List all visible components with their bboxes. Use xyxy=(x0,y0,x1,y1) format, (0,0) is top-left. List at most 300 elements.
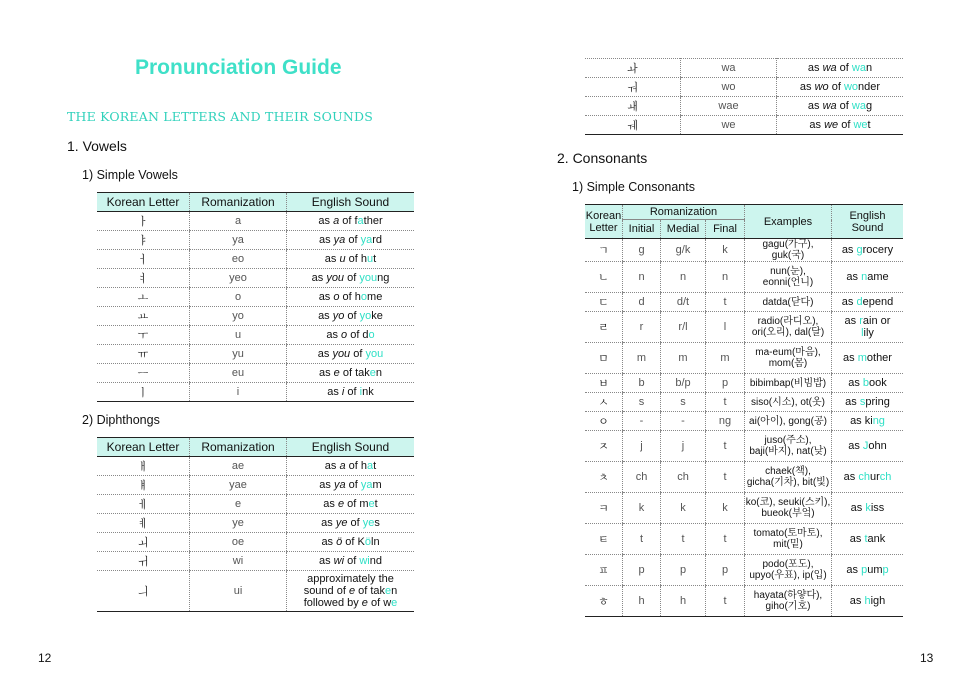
sound-text: of xyxy=(344,386,360,398)
medial: d/t xyxy=(661,293,706,312)
sound-text: ther xyxy=(363,215,383,227)
table-row xyxy=(97,307,414,326)
col-romanization: Romanization xyxy=(623,205,745,220)
korean-letter: ㅔ xyxy=(97,495,190,514)
highlight-letters: i xyxy=(359,386,363,398)
korean-letter: ㅟ xyxy=(97,552,190,571)
table-row xyxy=(97,269,414,288)
sound-text: of h xyxy=(339,291,361,303)
korean-letter: ㅢ xyxy=(97,571,190,612)
examples xyxy=(745,343,832,374)
korean-letter: ㅌ xyxy=(585,524,623,555)
korean-letter: ㅋ xyxy=(585,493,623,524)
english-sound xyxy=(287,288,415,307)
sound-text: of xyxy=(838,119,854,131)
highlight-letters: a xyxy=(367,460,374,472)
examples xyxy=(745,393,832,412)
table-row xyxy=(97,288,414,307)
highlight-letters: you xyxy=(359,272,378,284)
example-line: siso(시소), ot(옷) xyxy=(751,396,825,408)
initial: p xyxy=(623,555,661,586)
korean-letter: ㅗ xyxy=(97,288,190,307)
sound-text: of xyxy=(344,272,360,284)
page-number-left: 12 xyxy=(38,651,52,665)
col-medial: Medial xyxy=(661,220,706,239)
english-sound xyxy=(777,116,904,135)
example-line: hayata(하얗다), xyxy=(753,590,823,601)
sound-text: t xyxy=(374,498,378,510)
romanization: a xyxy=(190,212,287,231)
table-row xyxy=(585,262,903,293)
korean-letter: ㅕ xyxy=(97,269,190,288)
sound-text: e xyxy=(361,597,368,609)
table-row xyxy=(97,231,414,250)
sound-text: o xyxy=(333,291,340,303)
english-sound xyxy=(832,555,904,586)
medial: j xyxy=(661,431,706,462)
final: t xyxy=(706,524,745,555)
table-row xyxy=(585,312,903,343)
sound-text: as xyxy=(318,555,334,567)
sound-text: ng xyxy=(377,272,390,284)
romanization: wa xyxy=(681,59,777,78)
english-sound xyxy=(287,250,415,269)
sound-text: of xyxy=(350,348,366,360)
sound-text: of K xyxy=(342,536,365,548)
table-row xyxy=(97,514,414,533)
korean-letter: ㅜ xyxy=(97,326,190,345)
sound-text: as xyxy=(809,119,825,131)
highlight-letters: g xyxy=(856,244,863,256)
table-row xyxy=(97,364,414,383)
sound-text: a xyxy=(339,460,346,472)
initial: g xyxy=(623,239,661,262)
col-english-sound: English Sound xyxy=(287,438,415,457)
sound-text: wo xyxy=(814,81,829,93)
sound-text: of xyxy=(345,479,361,491)
sound-text: as xyxy=(841,244,857,256)
sound-text: as xyxy=(846,564,862,576)
sound-text: wa xyxy=(822,100,837,112)
romanization: yae xyxy=(190,476,287,495)
example-line: podo(포도), xyxy=(762,559,814,570)
sound-text: u xyxy=(339,253,346,265)
sound-text: nder xyxy=(858,81,881,93)
sound-text: ook xyxy=(869,377,887,389)
col-final: Final xyxy=(706,220,745,239)
korean-letter: ㅚ xyxy=(97,533,190,552)
sound-text: as xyxy=(799,81,815,93)
initial: r xyxy=(623,312,661,343)
sound-text: ya xyxy=(333,234,346,246)
highlight-letters: d xyxy=(856,296,863,308)
sound-text: of h xyxy=(345,460,368,472)
english-sound xyxy=(832,293,904,312)
table-row xyxy=(585,555,903,586)
highlight-letters: wo xyxy=(843,81,859,93)
sound-text: as xyxy=(321,536,337,548)
example-line: tomato(토마토), xyxy=(753,528,823,539)
diphthongs-heading: 2) Diphthongs xyxy=(82,413,160,427)
col-examples: Examples xyxy=(745,205,832,239)
romanization: u xyxy=(190,326,287,345)
sound-text: of xyxy=(347,517,363,529)
sound-text: as xyxy=(843,471,859,483)
sound-text: nk xyxy=(362,386,374,398)
table-row xyxy=(585,239,903,262)
highlight-letters: ch xyxy=(858,471,870,483)
sound-text: as xyxy=(318,291,334,303)
highlight-letters: you xyxy=(365,348,384,360)
romanization: o xyxy=(190,288,287,307)
example-line: nun(눈), xyxy=(770,266,806,277)
korean-letter: ㅑ xyxy=(97,231,190,250)
medial: r/l xyxy=(661,312,706,343)
sound-text: ily xyxy=(863,327,874,339)
english-sound xyxy=(832,431,904,462)
final: t xyxy=(706,393,745,412)
korean-letter: ㅓ xyxy=(97,250,190,269)
sound-text: ln xyxy=(371,536,380,548)
highlight-letters: e xyxy=(385,585,392,597)
final: ng xyxy=(706,412,745,431)
highlight-letters: o xyxy=(368,329,375,341)
sound-text: iss xyxy=(870,502,885,514)
initial: ch xyxy=(623,462,661,493)
sound-text: wi xyxy=(333,555,345,567)
simple-vowels-heading: 1) Simple Vowels xyxy=(82,168,178,182)
highlight-letters: e xyxy=(368,498,375,510)
sound-text: of xyxy=(344,555,360,567)
col-romanization: Romanization xyxy=(190,438,287,457)
simple-vowels-table xyxy=(97,192,414,402)
sound-text: followed by xyxy=(303,597,362,609)
english-sound xyxy=(832,462,904,493)
table-row xyxy=(97,345,414,364)
sound-text: as xyxy=(841,296,857,308)
examples xyxy=(745,374,832,393)
romanization: yeo xyxy=(190,269,287,288)
english-sound xyxy=(777,59,904,78)
sound-text: wa xyxy=(822,62,837,74)
example-line: chaek(책), xyxy=(765,466,811,477)
sound-text: of w xyxy=(367,597,392,609)
table-row xyxy=(97,495,414,514)
initial: h xyxy=(623,586,661,617)
english-sound xyxy=(777,78,904,97)
sound-text: as xyxy=(850,502,866,514)
example-line: bueok(부엌) xyxy=(761,508,815,519)
sound-text: as xyxy=(324,253,340,265)
romanization: ya xyxy=(190,231,287,250)
examples xyxy=(745,239,832,262)
sound-text: igh xyxy=(870,595,886,607)
english-sound xyxy=(832,586,904,617)
sound-text: as xyxy=(318,367,334,379)
sound-text: as xyxy=(317,348,333,360)
romanization: we xyxy=(681,116,777,135)
korean-letter: ㄱ xyxy=(585,239,623,262)
korean-letter: ㅒ xyxy=(97,476,190,495)
highlight-letters: r xyxy=(859,315,863,327)
initial: n xyxy=(623,262,661,293)
highlight-letters: we xyxy=(853,119,868,131)
sound-text: of tak xyxy=(355,585,386,597)
highlight-letters: wa xyxy=(851,100,866,112)
table-row xyxy=(97,326,414,345)
table-row xyxy=(585,78,903,97)
sound-text: ya xyxy=(333,479,346,491)
highlight-letters: wi xyxy=(359,555,370,567)
sound-text: as xyxy=(843,352,858,364)
final: k xyxy=(706,493,745,524)
english-sound xyxy=(832,393,904,412)
korean-letter: ㅎ xyxy=(585,586,623,617)
korean-letter: ㄷ xyxy=(585,293,623,312)
highlight-letters: a xyxy=(357,215,364,227)
highlight-letters: s xyxy=(859,396,866,408)
sound-text: ö xyxy=(336,536,343,548)
highlight-letters: u xyxy=(367,253,374,265)
sound-text: as xyxy=(311,272,327,284)
sound-text: as xyxy=(849,595,865,607)
english-sound xyxy=(287,307,415,326)
medial: h xyxy=(661,586,706,617)
english-sound xyxy=(287,476,415,495)
highlight-letters: k xyxy=(865,502,871,514)
table-row xyxy=(585,116,903,135)
highlight-letters: ye xyxy=(362,517,375,529)
english-sound xyxy=(287,231,415,250)
vowels-heading: 1. Vowels xyxy=(67,138,127,154)
korean-letter: ㅙ xyxy=(585,97,681,116)
sound-text: o xyxy=(341,329,348,341)
sound-text: ame xyxy=(867,271,889,283)
highlight-letters: ya xyxy=(360,234,373,246)
sound-text: of d xyxy=(347,329,369,341)
sound-text: rd xyxy=(372,234,382,246)
final: t xyxy=(706,586,745,617)
highlight-letters: t xyxy=(864,533,868,545)
medial: ch xyxy=(661,462,706,493)
sound-text: e xyxy=(333,367,340,379)
sound-text: as xyxy=(319,479,334,491)
english-sound xyxy=(287,364,415,383)
english-sound xyxy=(777,97,904,116)
initial: j xyxy=(623,431,661,462)
sound-text: pring xyxy=(865,396,890,408)
example-line: ma-eum(마음), xyxy=(755,347,821,358)
sound-text: of m xyxy=(344,498,369,510)
table-row xyxy=(97,552,414,571)
korean-letter: ㄴ xyxy=(585,262,623,293)
sound-text: as ki xyxy=(850,415,873,427)
example-line: upyo(우표), ip(입) xyxy=(749,570,827,581)
romanization: yo xyxy=(190,307,287,326)
examples xyxy=(745,493,832,524)
english-sound xyxy=(287,326,415,345)
sound-text: of xyxy=(828,81,844,93)
examples xyxy=(745,312,832,343)
table-row xyxy=(97,383,414,402)
examples xyxy=(745,262,832,293)
table-row xyxy=(585,524,903,555)
example-line: mit(밑) xyxy=(773,539,803,550)
romanization: ae xyxy=(190,457,287,476)
initial: - xyxy=(623,412,661,431)
english-sound xyxy=(832,374,904,393)
korean-letter: ㅏ xyxy=(97,212,190,231)
sound-text: of xyxy=(836,100,852,112)
highlight-letters: l xyxy=(861,327,864,339)
sound-text: rocery xyxy=(862,244,894,256)
col-romanization: Romanization xyxy=(190,193,287,212)
english-sound xyxy=(287,552,415,571)
sound-text: me xyxy=(367,291,383,303)
medial: k xyxy=(661,493,706,524)
final: l xyxy=(706,312,745,343)
table-row xyxy=(585,393,903,412)
english-sound xyxy=(287,269,415,288)
sound-text: as xyxy=(848,440,863,452)
sound-text: yo xyxy=(332,310,345,322)
sound-text: of f xyxy=(339,215,358,227)
final: p xyxy=(706,374,745,393)
sound-text: e xyxy=(337,498,345,510)
example-line: gicha(기차), bit(빛) xyxy=(746,477,830,488)
highlight-letters: p xyxy=(861,564,868,576)
english-sound xyxy=(287,345,415,364)
example-line: giho(기호) xyxy=(765,601,811,612)
sound-text: as xyxy=(318,310,333,322)
english-sound xyxy=(832,262,904,293)
examples xyxy=(745,586,832,617)
highlight-letters: e xyxy=(391,597,398,609)
highlight-letters: ch xyxy=(879,471,892,483)
highlight-letters: p xyxy=(882,564,889,576)
sound-text: t xyxy=(373,460,377,472)
highlight-letters: ya xyxy=(360,479,373,491)
sound-text: as xyxy=(318,234,334,246)
page-title: Pronunciation Guide xyxy=(135,56,342,79)
highlight-letters: yo xyxy=(359,310,372,322)
initial: b xyxy=(623,374,661,393)
korean-letter: ㅞ xyxy=(585,116,681,135)
initial: d xyxy=(623,293,661,312)
english-sound xyxy=(287,533,415,552)
sound-text: as xyxy=(324,460,340,472)
example-line: eonni(언니) xyxy=(762,277,814,288)
sound-text: as xyxy=(321,517,336,529)
korean-letter: ㅈ xyxy=(585,431,623,462)
table-row xyxy=(585,412,903,431)
highlight-letters: o xyxy=(360,291,368,303)
sound-text: ank xyxy=(867,533,886,545)
medial: - xyxy=(661,412,706,431)
romanization: yu xyxy=(190,345,287,364)
examples xyxy=(745,431,832,462)
romanization: ye xyxy=(190,514,287,533)
table-row xyxy=(585,431,903,462)
english-sound xyxy=(832,493,904,524)
sound-text: ye xyxy=(335,517,348,529)
final: m xyxy=(706,343,745,374)
sound-text: of xyxy=(344,310,360,322)
col-korean-letter: Korean Letter xyxy=(97,438,190,457)
example-line: datda(닫다) xyxy=(762,296,814,308)
korean-letter: ㅂ xyxy=(585,374,623,393)
sound-text: as xyxy=(845,396,860,408)
romanization: eu xyxy=(190,364,287,383)
col-initial: Initial xyxy=(623,220,661,239)
english-sound xyxy=(287,457,415,476)
medial: m xyxy=(661,343,706,374)
final: k xyxy=(706,239,745,262)
col-korean-letter: Korean Letter xyxy=(97,193,190,212)
example-line: bibimbap(비빔밥) xyxy=(749,377,827,389)
sound-text: as xyxy=(318,215,334,227)
initial: t xyxy=(623,524,661,555)
table-row xyxy=(97,457,414,476)
korean-letter: ㅝ xyxy=(585,78,681,97)
example-line: baji(바지), nat(낮) xyxy=(749,446,827,457)
sound-text: ke xyxy=(371,310,383,322)
example-line: mom(몸) xyxy=(768,358,808,369)
highlight-letters: n xyxy=(861,271,868,283)
simple-consonants-heading: 1) Simple Consonants xyxy=(572,180,695,194)
table-row xyxy=(585,97,903,116)
korean-letter: ㅊ xyxy=(585,462,623,493)
page-number-right: 13 xyxy=(920,651,934,665)
final: t xyxy=(706,462,745,493)
table-row xyxy=(97,250,414,269)
english-sound xyxy=(287,383,415,402)
sound-text: as xyxy=(327,386,342,398)
romanization: oe xyxy=(190,533,287,552)
sound-text: sound of xyxy=(303,585,349,597)
sound-text: g xyxy=(865,100,873,112)
romanization: i xyxy=(190,383,287,402)
sound-text: ohn xyxy=(868,440,887,452)
sound-text: of xyxy=(345,234,361,246)
korean-letter: ㅇ xyxy=(585,412,623,431)
sound-text: t xyxy=(867,119,871,131)
romanization: wo xyxy=(681,78,777,97)
sound-text: epend xyxy=(862,296,894,308)
diphthongs-continued-table xyxy=(585,58,903,135)
korean-letter: ㄹ xyxy=(585,312,623,343)
sound-text: of tak xyxy=(339,367,370,379)
table-row xyxy=(585,586,903,617)
korean-letter: ㅘ xyxy=(585,59,681,78)
sound-text: i xyxy=(341,386,345,398)
sound-text: as xyxy=(323,498,338,510)
english-sound xyxy=(832,343,904,374)
english-sound xyxy=(832,312,904,343)
example-line: juso(주소), xyxy=(764,435,812,446)
english-sound xyxy=(832,239,904,262)
korean-letter: ㅡ xyxy=(97,364,190,383)
english-sound xyxy=(287,212,415,231)
medial: s xyxy=(661,393,706,412)
romanization: wi xyxy=(190,552,287,571)
sound-text: n xyxy=(391,585,398,597)
simple-consonants-table xyxy=(585,204,903,617)
english-sound xyxy=(287,571,415,612)
sound-text: you xyxy=(326,272,345,284)
example-line: ori(오리), dal(달) xyxy=(751,327,825,338)
korean-letter: ㅛ xyxy=(97,307,190,326)
